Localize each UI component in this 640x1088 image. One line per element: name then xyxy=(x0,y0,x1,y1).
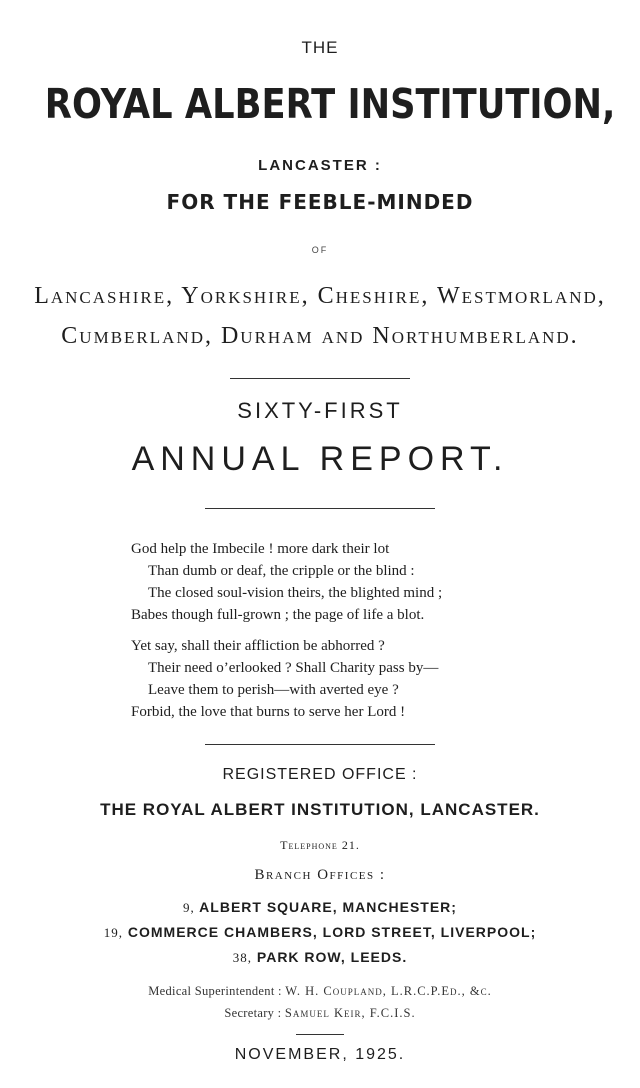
branch-number: 19, xyxy=(103,925,123,940)
divider-rule xyxy=(230,378,410,379)
registered-office-label: REGISTERED OFFICE : xyxy=(222,766,418,783)
secretary-name: Samuel Keir, F.C.I.S. xyxy=(284,1006,416,1020)
counties-line-2: Cumberland, Durham and Northumberland. xyxy=(61,323,579,349)
telephone: Telephone 21. xyxy=(280,838,360,852)
medical-name: W. H. Coupland, L.R.C.P.Ed., &c. xyxy=(285,984,492,998)
poem xyxy=(131,538,442,732)
branch-offices-label: Branch Offices : xyxy=(254,867,386,883)
divider-rule xyxy=(296,1034,344,1035)
of-word: OF xyxy=(311,245,329,255)
poem-stanza xyxy=(131,538,442,626)
registered-office-name: THE ROYAL ALBERT INSTITUTION, LANCASTER. xyxy=(100,800,540,819)
poem-line: Forbid, the love that burns to serve her Lord ! xyxy=(131,704,406,720)
heading-the: THE xyxy=(301,38,339,57)
secretary xyxy=(0,1006,640,1021)
medical-label: Medical Superintendent : xyxy=(148,984,282,998)
report-ordinal: SIXTY-FIRST xyxy=(237,398,403,423)
medical-superintendent xyxy=(0,984,640,999)
poem-line: Yet say, shall their affliction be abhorred ? xyxy=(131,638,385,654)
divider-rule xyxy=(205,744,435,745)
branch-number: 38, xyxy=(232,950,253,965)
location-heading: LANCASTER : xyxy=(258,157,382,174)
poem-line: Leave them to perish—with averted eye ? xyxy=(148,682,399,698)
poem-stanza xyxy=(131,635,442,723)
branch-number: 9, xyxy=(183,900,195,915)
secretary-label: Secretary : xyxy=(224,1006,282,1020)
report-title: ANNUAL REPORT. xyxy=(131,440,509,478)
poem-line: Babes though full-grown ; the page of life a blot. xyxy=(131,607,425,623)
divider-rule xyxy=(205,508,435,509)
branch-text: COMMERCE CHAMBERS, LORD STREET, LIVERPOOL; xyxy=(127,924,537,940)
branch-address xyxy=(0,899,640,916)
poem-line: The closed soul-vision theirs, the blighted mind ; xyxy=(148,585,443,601)
branch-address xyxy=(0,949,640,966)
branch-address xyxy=(0,924,640,941)
branch-text: PARK ROW, LEEDS. xyxy=(256,949,408,965)
poem-line: Than dumb or deaf, the cripple or the blind : xyxy=(148,563,415,579)
report-date: NOVEMBER, 1925. xyxy=(234,1046,406,1063)
poem-line: God help the Imbecile ! more dark their lot xyxy=(131,541,390,557)
branch-text: ALBERT SQUARE, MANCHESTER; xyxy=(199,899,457,915)
purpose-heading: FOR THE FEEBLE-MINDED xyxy=(166,190,474,214)
institution-name: ROYAL ALBERT INSTITUTION, xyxy=(44,80,616,128)
poem-line: Their need o’erlooked ? Shall Charity pass by— xyxy=(148,660,439,676)
counties-line-1: Lancashire, Yorkshire, Cheshire, Westmorland, xyxy=(34,283,606,309)
